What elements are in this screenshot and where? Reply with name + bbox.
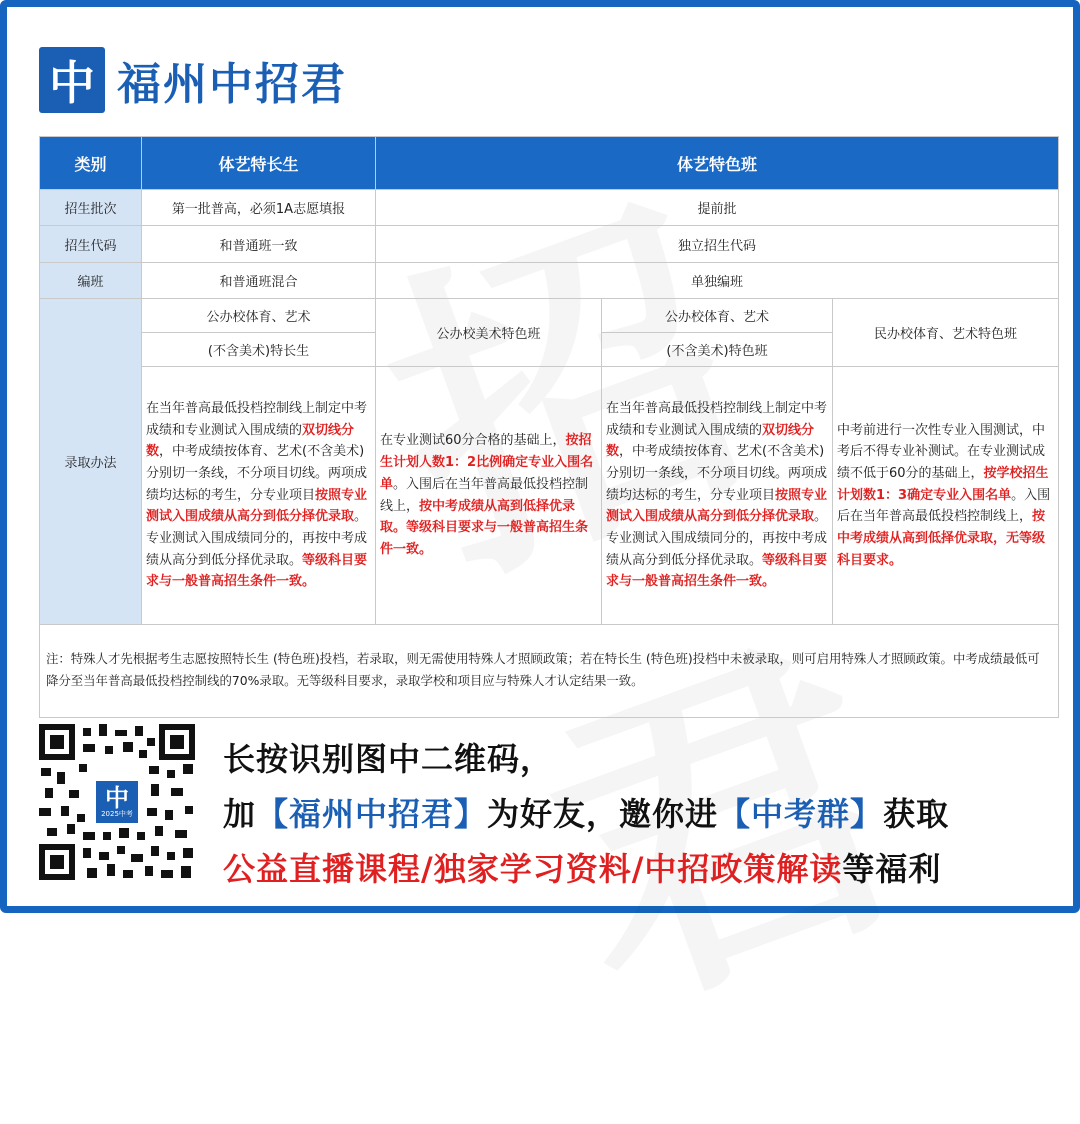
header-specialty-classes: 体艺特色班	[376, 137, 1059, 190]
sub-header-a1: 公办校体育、艺术	[142, 299, 376, 333]
desc-public-specialty-students: 在当年普高最低投档控制线上制定中考成绩和专业测试入围成绩的双切线分数，中考成绩按体育、艺术(不含美术)分别切一条线，不分项目切线。两项成绩均达标的考生，分专业项目按照专业测试入围成绩从高分到低分择优录取。专业测试入围成绩同分的，再按中考成绩从高分到低分择优录取。等级科目要求与一般普高招生条件一致。	[142, 367, 376, 625]
row-label-batch: 招生批次	[40, 190, 142, 226]
table-row	[40, 226, 1059, 263]
desc-public-specialty-class: 在当年普高最低投档控制线上制定中考成绩和专业测试入围成绩的双切线分数，中考成绩按体育、艺术(不含美术)分别切一条线，不分项目切线。两项成绩均达标的考生，分专业项目按照专业测试入围成绩从高分到低分择优录取。专业测试入围成绩同分的，再按中考成绩从高分到低分择优录取。等级科目要求与一般普高招生条件一致。	[602, 367, 833, 625]
sub-header-b: 公办校美术特色班	[376, 299, 602, 367]
header	[39, 45, 347, 115]
sub-header-d: 民办校体育、艺术特色班	[833, 299, 1059, 367]
cell-class-classes: 单独编班	[376, 263, 1059, 299]
sub-header-a2: (不含美术)特长生	[142, 333, 376, 367]
sub-header-c2: (不含美术)特色班	[602, 333, 833, 367]
promo-line-1: 长按识别图中二维码，	[223, 740, 554, 778]
cell-class-students: 和普通班混合	[142, 263, 376, 299]
table-header-row	[40, 137, 1059, 190]
table-row	[40, 190, 1059, 226]
header-specialty-students: 体艺特长生	[142, 137, 376, 190]
note-text: 注：特殊人才先根据考生志愿按照特长生 (特色班)投档，若录取，则无需使用特殊人才照顾政策；若在特长生 (特色班)投档中未被录取，则可启用特殊人才照顾政策。中考成绩最低可降分至当年普高最低投档控制线的70%录取。无等级科目要求，录取学校和项目应与特殊人才认定结果一致。	[40, 625, 1059, 718]
cell-code-students: 和普通班一致	[142, 226, 376, 263]
qr-center-char: 中	[105, 783, 129, 812]
group-mention: 【中考群】	[718, 795, 884, 833]
brand-title: 福州中招君	[117, 59, 347, 110]
promo-line-3: 公益直播课程/独家学习资料/中招政策解读等福利	[223, 850, 942, 888]
table-row	[40, 263, 1059, 299]
qr-code[interactable]	[39, 724, 195, 880]
row-label-admission: 录取办法	[40, 299, 142, 625]
table-row	[40, 625, 1059, 718]
logo: 中	[39, 47, 105, 113]
cell-batch-classes: 提前批	[376, 190, 1059, 226]
promo-line-2: 加【福州中招君】为好友，邀你进【中考群】获取	[223, 795, 950, 833]
desc-public-art-class: 在专业测试60分合格的基础上，按招生计划人数1：2比例确定专业入围名单。入围后在当年普高最低投档控制线上，按中考成绩从高到低择优录取。等级科目要求与一般普高招生条件一致。	[376, 367, 602, 625]
brand-mention: 【福州中招君】	[256, 795, 488, 833]
cell-batch-students: 第一批普高，必须1A志愿填报	[142, 190, 376, 226]
desc-private-specialty-class: 中考前进行一次性专业入围测试，中考后不得专业补测试。在专业测试成绩不低于60分的基础上，按学校招生计划数1：3确定专业入围名单。入围后在当年普高最低投档控制线上，按中考成绩从高到低择优录取，无等级科目要求。	[833, 367, 1059, 625]
policy-table	[39, 136, 1059, 718]
qr-center-logo	[93, 778, 141, 826]
row-label-code: 招生代码	[40, 226, 142, 263]
table-row	[40, 299, 1059, 333]
header-category: 类别	[40, 137, 142, 190]
cell-code-classes: 独立招生代码	[376, 226, 1059, 263]
table-row	[40, 367, 1059, 625]
promo-text	[223, 737, 949, 902]
sub-header-c1: 公办校体育、艺术	[602, 299, 833, 333]
qr-center-sub: 2025中考	[101, 809, 133, 818]
row-label-class: 编班	[40, 263, 142, 299]
